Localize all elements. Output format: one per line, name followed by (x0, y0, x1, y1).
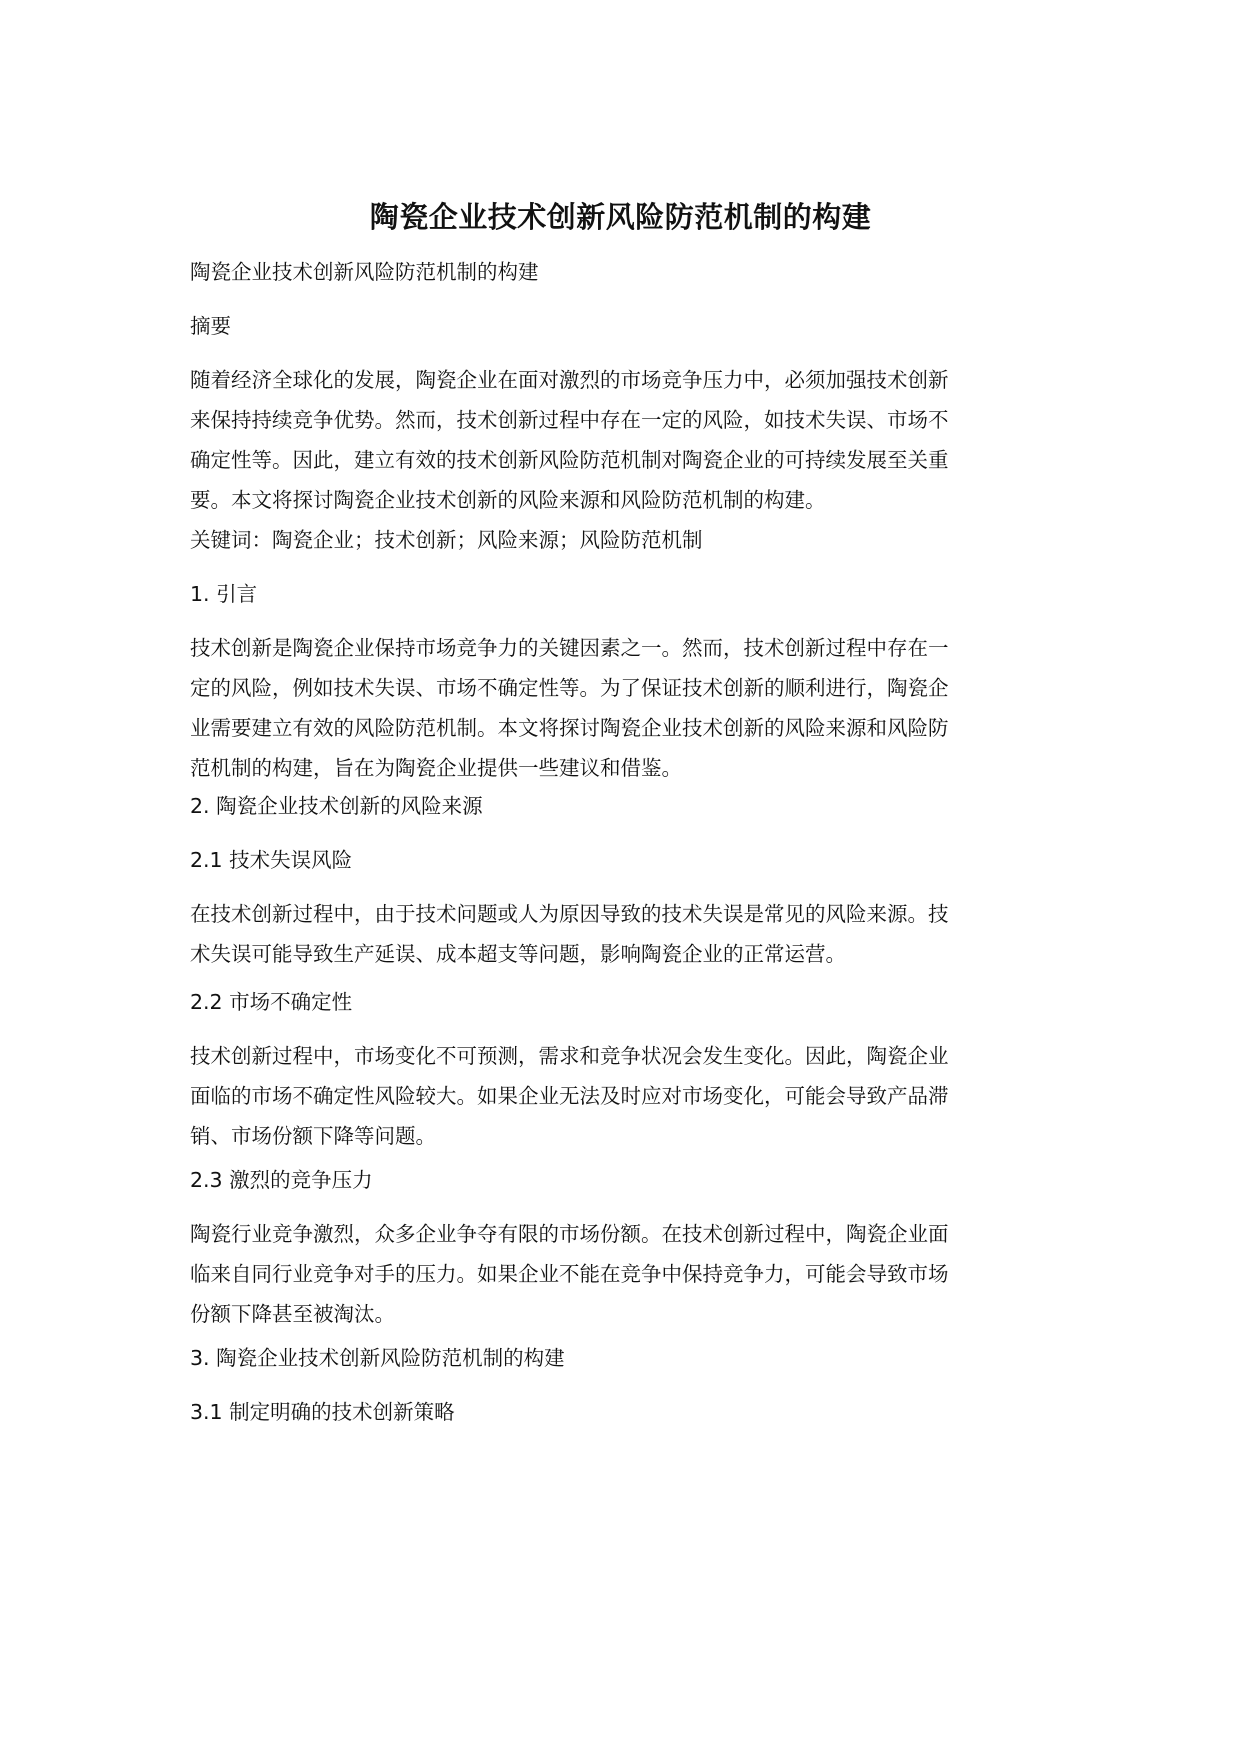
section-2-3-paragraph: 陶瓷行业竞争激烈，众多企业争夺有限的市场份额。在技术创新过程中，陶瓷企业面 临来自同行业竞争对手的压力。如果企业不能在竞争中保持竞争力，可能会导致市场 份额下降甚至被淘汰。 (190, 1222, 949, 1326)
abstract-paragraph: 随着经济全球化的发展，陶瓷企业在面对激烈的市场竞争压力中，必须加强技术创新 来保持持续竞争优势。然而，技术创新过程中存在一定的风险，如技术失误、市场不 确定性等。因此，建立有效的技术创新风险防范机制对陶瓷企业的可持续发展至关重 要。本文将探讨陶瓷企业技术创新的风险来源和风险防范机制的构建。 (190, 368, 949, 512)
document-title: 陶瓷企业技术创新风险防范机制的构建 (369, 200, 872, 235)
section-1-heading: 1. 引言 (190, 582, 258, 606)
section-2-heading: 2. 陶瓷企业技术创新的风险来源 (190, 794, 483, 818)
abstract-heading: 摘要 (190, 314, 231, 338)
section-2-2-heading: 2.2 市场不确定性 (190, 990, 353, 1014)
keywords-line: 关键词：陶瓷企业；技术创新；风险来源；风险防范机制 (190, 528, 703, 552)
section-1-paragraph: 技术创新是陶瓷企业保持市场竞争力的关键因素之一。然而，技术创新过程中存在一 定的风险，例如技术失误、市场不确定性等。为了保证技术创新的顺利进行，陶瓷企 业需要建立有效的风险防范机制。本文将探讨陶瓷企业技术创新的风险来源和风险防 范机制的构建，旨在为陶瓷企业提供一些建议和借鉴。 (190, 636, 949, 780)
section-2-3-heading: 2.3 激烈的竞争压力 (190, 1168, 373, 1192)
section-3-heading: 3. 陶瓷企业技术创新风险防范机制的构建 (190, 1346, 565, 1370)
section-2-2-paragraph: 技术创新过程中，市场变化不可预测，需求和竞争状况会发生变化。因此，陶瓷企业 面临的市场不确定性风险较大。如果企业无法及时应对市场变化，可能会导致产品滞 销、市场份额下降等问题。 (190, 1044, 949, 1148)
section-2-1-paragraph: 在技术创新过程中，由于技术问题或人为原因导致的技术失误是常见的风险来源。技 术失误可能导致生产延误、成本超支等问题，影响陶瓷企业的正常运营。 (190, 902, 949, 966)
document-subtitle: 陶瓷企业技术创新风险防范机制的构建 (190, 260, 539, 284)
section-3-1-heading: 3.1 制定明确的技术创新策略 (190, 1400, 455, 1424)
section-2-1-heading: 2.1 技术失误风险 (190, 848, 353, 872)
